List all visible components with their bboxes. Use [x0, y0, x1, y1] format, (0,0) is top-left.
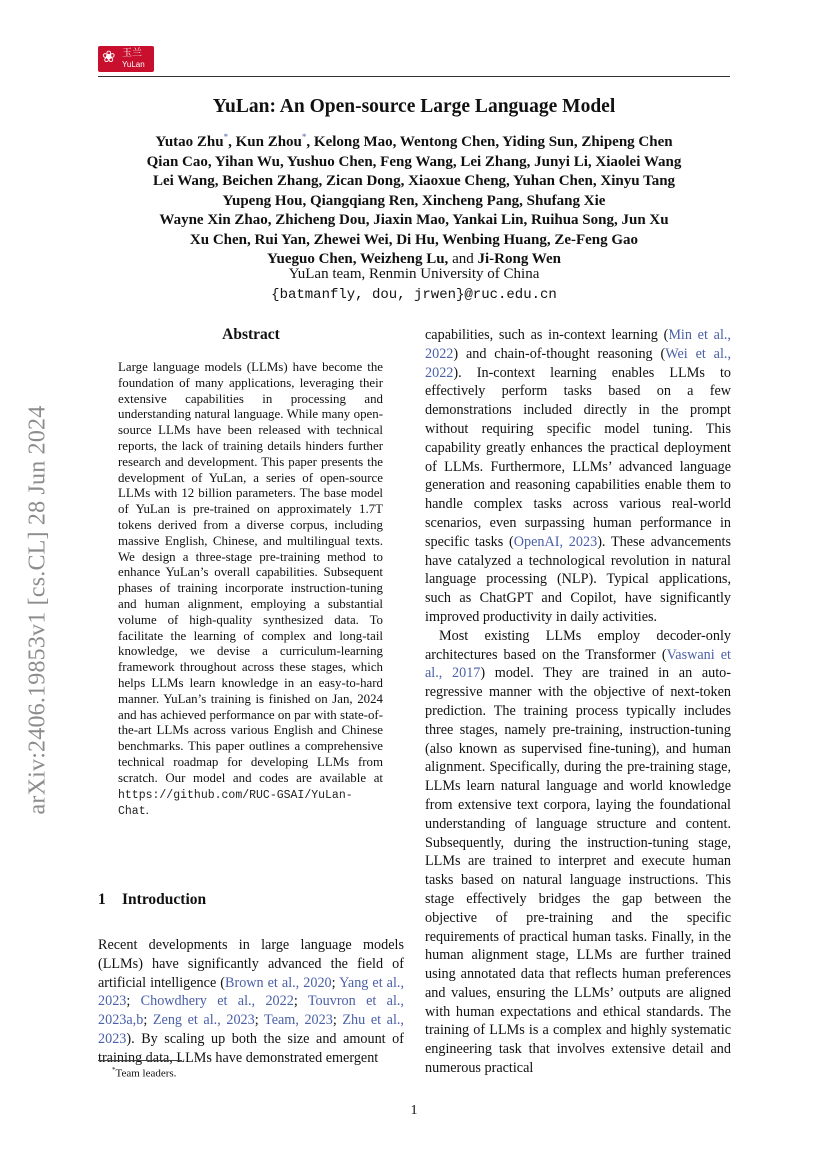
- author-text: Yueguo Chen, Weizheng Lu,: [267, 251, 449, 267]
- arxiv-id: arXiv:2406.19853v1 [cs.CL] 28 Jun 2024: [24, 405, 51, 815]
- footnote: [112, 1064, 176, 1081]
- email-addresses: {batmanfly, dou, jrwen}@ruc.edu.cn: [271, 287, 557, 303]
- section-heading: [98, 891, 206, 909]
- footnote-rule: [98, 1060, 182, 1061]
- author-and: and: [452, 251, 474, 267]
- author-list: [98, 128, 730, 270]
- right-column: [425, 326, 731, 1078]
- abstract-text: Large language models (LLMs) have become the foundation of many applications, leveraging their extensive capabilities in processing and understanding natural language. While many open-source LLMs have been released with technical reports, the lack of training details hinders further research and development. This paper presents the development of YuLan, a series of open-source LLMs with 12 billion parameters. The base model of YuLan is pre-trained on approximately 1.7T tokens derived from a diverse corpus, including massive English, Chinese, and multilingual texts. We design a three-stage pre-training method to enhance YuLan’s overall capabilities. Subsequent phases of training incorporate instruction-tuning and human alignment, employing a substantial volume of high-quality synthesized data. To facilitate the learning of complex and long-tail knowledge, we devise a curriculum-learning framework throughout across these stages, which helps LLMs learn knowledge in an easy-to-hard manner. YuLan’s training is finished on Jan, 2024 and has achieved performance on par with state-of-the-art LLMs across various English and Chinese benchmarks. This paper outlines a comprehensive technical roadmap for developing LLMs from scratch. Our model and codes are available at: [118, 360, 383, 785]
- author-text: , Kun Zhou: [228, 134, 302, 150]
- author-line-4: Yupeng Hou, Qiangqiang Ren, Xincheng Pang, Shufang Xie: [222, 192, 606, 209]
- author-line-2: Qian Cao, Yihan Wu, Yushuo Chen, Feng Wang, Lei Zhang, Junyi Li, Xiaolei Wang: [146, 153, 682, 170]
- footnote-mark: *: [112, 1066, 116, 1074]
- abstract-body: [118, 360, 383, 820]
- intro-sep: ;: [331, 974, 340, 991]
- arxiv-sidebar: [22, 372, 54, 848]
- author-text: , Kelong Mao, Wentong Chen, Yiding Sun, Zhipeng Chen: [306, 134, 673, 150]
- body-text: ). In-context learning enables LLMs to effectively perform tasks based on a few demonstrations included directly in the prompt without requiring specific model tuning. This capability greatly enhances the practical deployment of LLMs. Furthermore, LLMs’ advanced language generation and reasoning capabilities enable them to handle complex tasks across various real-world scenarios, even surpassing human performance in specific tasks (: [425, 364, 731, 550]
- section-title: Introduction: [122, 891, 207, 908]
- yulan-logo: [98, 46, 154, 72]
- logo-text-cn: 玉兰: [122, 48, 142, 59]
- author-mark: *: [301, 132, 307, 142]
- body-text: ). These advancements have catalyzed a technological revolution in natural language processing (NLP). Typical applications, such as ChatGPT and Copilot, have significantly improved productivity in daily activities.: [425, 533, 731, 625]
- body-text: ) model. They are trained in an auto-regressive manner with the objective of next-token prediction. The training process typically includes three stages, namely pre-training, instruction-tuning (also known as supervised fine-tuning), and human alignment. Specifically, during the pre-training stage, LLMs learn natural language and world knowledge from extensive text corpora, laying the foundational understanding of language structure and content. Subsequently, during the instruction-tuning stage, LLMs are trained to interpret and execute human tasks based on natural language instructions. This stage effectively bridges the gap between the objective of pre-training and the specific requirements of practical human tasks. Finally, in the human alignment stage, LLMs are further trained using annotated data that reflects human preferences and values, ensuring the LLMs’ outputs are aligned with human expectations and ethical standards. The training of LLMs is a complex and highly systematic engineering task that involves extensive detail and numerous practical: [425, 665, 731, 1077]
- intro-sep: ;: [126, 993, 141, 1010]
- citation-link[interactable]: Brown et al., 2020: [225, 974, 332, 991]
- body-text: Most existing LLMs employ decoder-only architectures based on the Transformer (: [425, 627, 731, 663]
- intro-sep: ;: [254, 1012, 265, 1029]
- affiliation: YuLan team, Renmin University of China: [288, 266, 540, 282]
- right-paragraph-2: [425, 627, 731, 1078]
- body-text: ) and chain-of-thought reasoning (: [453, 345, 666, 362]
- author-mark: *: [223, 132, 229, 142]
- author-text: Yutao Zhu: [155, 134, 224, 150]
- citation-link[interactable]: Yang et al., 2023: [98, 974, 404, 1010]
- citation-link[interactable]: Touvron et al., 2023a,b: [98, 993, 404, 1029]
- author-line-3: Lei Wang, Beichen Zhang, Zican Dong, Xiaoxue Cheng, Yuhan Chen, Xinyu Tang: [152, 173, 676, 189]
- abstract-end: .: [145, 803, 149, 818]
- intro-text: ). By scaling up both the size and amount of training data, LLMs have demonstrated emergent: [98, 1030, 404, 1066]
- paper-title: YuLan: An Open-source Large Language Model: [212, 96, 616, 117]
- citation-link[interactable]: OpenAI, 2023: [513, 533, 598, 550]
- citation-link[interactable]: Zhu et al., 2023: [98, 1012, 404, 1047]
- author-line-6: Xu Chen, Rui Yan, Zhewei Wei, Di Hu, Wenbing Huang, Ze-Feng Gao: [189, 231, 639, 248]
- page-number: 1: [410, 1103, 418, 1118]
- intro-sep: ;: [143, 1012, 153, 1029]
- body-text: capabilities, such as in-context learning (: [425, 327, 669, 343]
- citation-link[interactable]: Chowdhery et al., 2022: [140, 993, 294, 1010]
- citation-link[interactable]: Team, 2023: [264, 1012, 333, 1029]
- abstract-heading: Abstract: [222, 326, 280, 343]
- header-rule: [98, 76, 730, 77]
- intro-text: Recent developments in large language models (LLMs) have significantly advanced the field of artificial intelligence (: [98, 937, 404, 991]
- magnolia-icon: ❀: [102, 47, 116, 66]
- right-paragraph-1: [425, 326, 731, 627]
- citation-link[interactable]: Zeng et al., 2023: [152, 1012, 255, 1029]
- author-line-1: [98, 128, 730, 153]
- author-text: Ji-Rong Wen: [477, 251, 561, 267]
- footnote-text: Team leaders.: [115, 1067, 177, 1080]
- logo-text-en: YuLan: [122, 60, 145, 69]
- intro-sep: ;: [332, 1012, 343, 1029]
- citation-link[interactable]: Min et al., 2022: [425, 327, 731, 362]
- citation-link[interactable]: Wei et al., 2022: [425, 345, 731, 381]
- author-line-5: Wayne Xin Zhao, Zhicheng Dou, Jiaxin Mao, Yankai Lin, Ruihua Song, Jun Xu: [159, 212, 669, 228]
- repo-link[interactable]: https://github.com/RUC-GSAI/YuLan-Chat: [118, 788, 353, 819]
- intro-paragraph: [98, 936, 404, 1068]
- intro-sep: ;: [293, 993, 308, 1010]
- citation-link[interactable]: Vaswani et al., 2017: [425, 646, 731, 682]
- section-number: 1: [98, 891, 106, 908]
